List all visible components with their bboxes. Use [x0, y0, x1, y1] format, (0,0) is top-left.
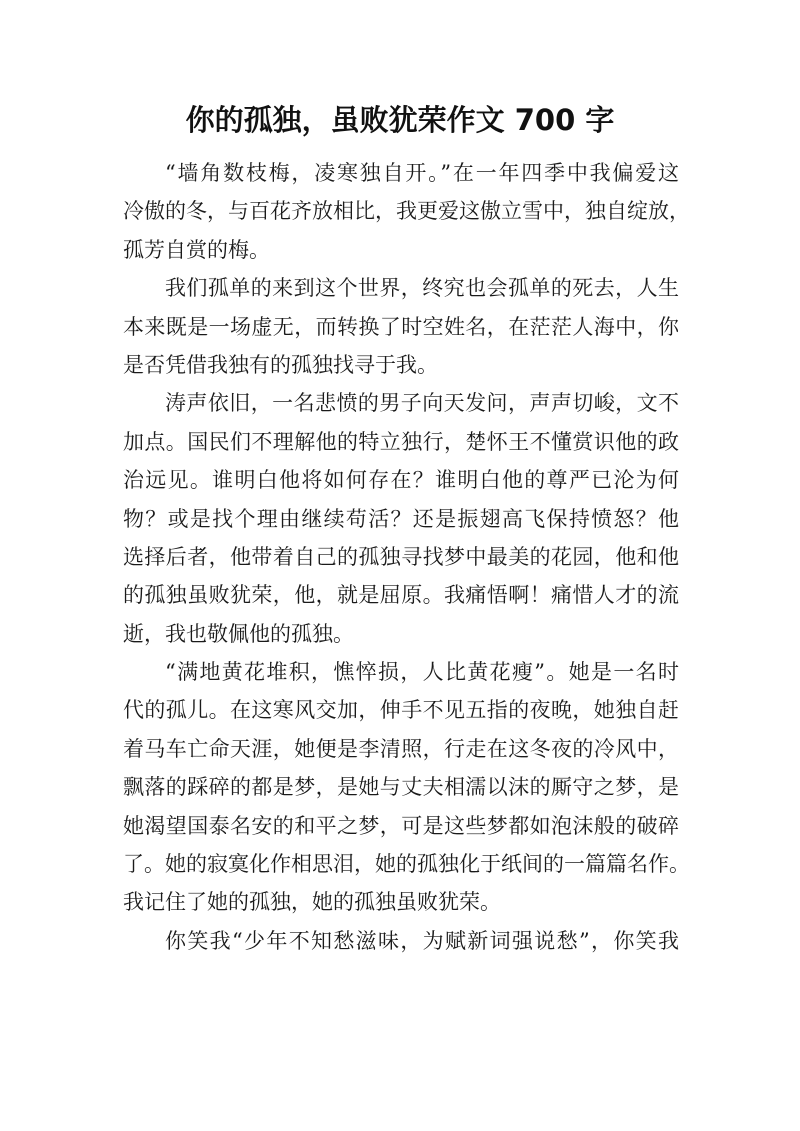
- body-text-line: 了。她的寂寞化作相思泪，她的孤独化于纸间的一篇篇名作。: [123, 852, 690, 877]
- body-text-line: 本来既是一场虚无，而转换了时空姓名，在茫茫人海中，你: [123, 314, 679, 339]
- body-text-line: “满地黄花堆积，憔悴损，人比黄花瘦”。她是一名时: [165, 660, 679, 685]
- body-text-line: 我记住了她的孤独，她的孤独虽败犹荣。: [123, 890, 501, 915]
- body-text-line: 代的孤儿。在这寒风交加，伸手不见五指的夜晚，她独自赶: [123, 698, 679, 723]
- body-text-line: 物？或是找个理由继续苟活？还是振翅高飞保持愤怒？他: [123, 506, 679, 531]
- document-body: [123, 154, 690, 960]
- body-text-line: 冷傲的冬，与百花齐放相比，我更爱这傲立雪中，独自绽放，: [123, 199, 690, 224]
- body-text-line: 治远见。谁明白他将如何存在？谁明白他的尊严已沦为何: [123, 468, 679, 493]
- body-text-line: 我们孤单的来到这个世界，终究也会孤单的死去，人生: [165, 276, 679, 301]
- document-title: 你的孤独，虽败犹荣作文 700 字: [185, 103, 615, 137]
- body-text-line: 你笑我“少年不知愁滋味，为赋新词强说愁”，你笑我: [165, 928, 679, 953]
- body-text-line: 加点。国民们不理解他的特立独行，楚怀王不懂赏识他的政: [123, 429, 679, 454]
- body-text-line: 她渴望国泰名安的和平之梦，可是这些梦都如泡沫般的破碎: [123, 813, 679, 838]
- body-text-line: 涛声依旧，一名悲愤的男子向天发问，声声切峻，文不: [165, 391, 679, 416]
- body-text-line: 选择后者，他带着自己的孤独寻找梦中最美的花园，他和他: [123, 544, 679, 569]
- body-text-line: 飘落的踩碎的都是梦，是她与丈夫相濡以沫的厮守之梦，是: [123, 775, 679, 800]
- body-text-line: 孤芳自赏的梅。: [123, 237, 270, 262]
- body-text-line: 逝，我也敬佩他的孤独。: [123, 621, 354, 646]
- body-text-line: 着马车亡命天涯，她便是李清照，行走在这冬夜的冷风中，: [123, 736, 679, 761]
- body-text-line: 是否凭借我独有的孤独找寻于我。: [123, 352, 438, 377]
- body-text-line: “墙角数枝梅，凌寒独自开。”在一年四季中我偏爱这: [165, 161, 679, 185]
- body-text-line: 的孤独虽败犹荣，他，就是屈原。我痛悟啊！痛惜人才的流: [123, 583, 679, 608]
